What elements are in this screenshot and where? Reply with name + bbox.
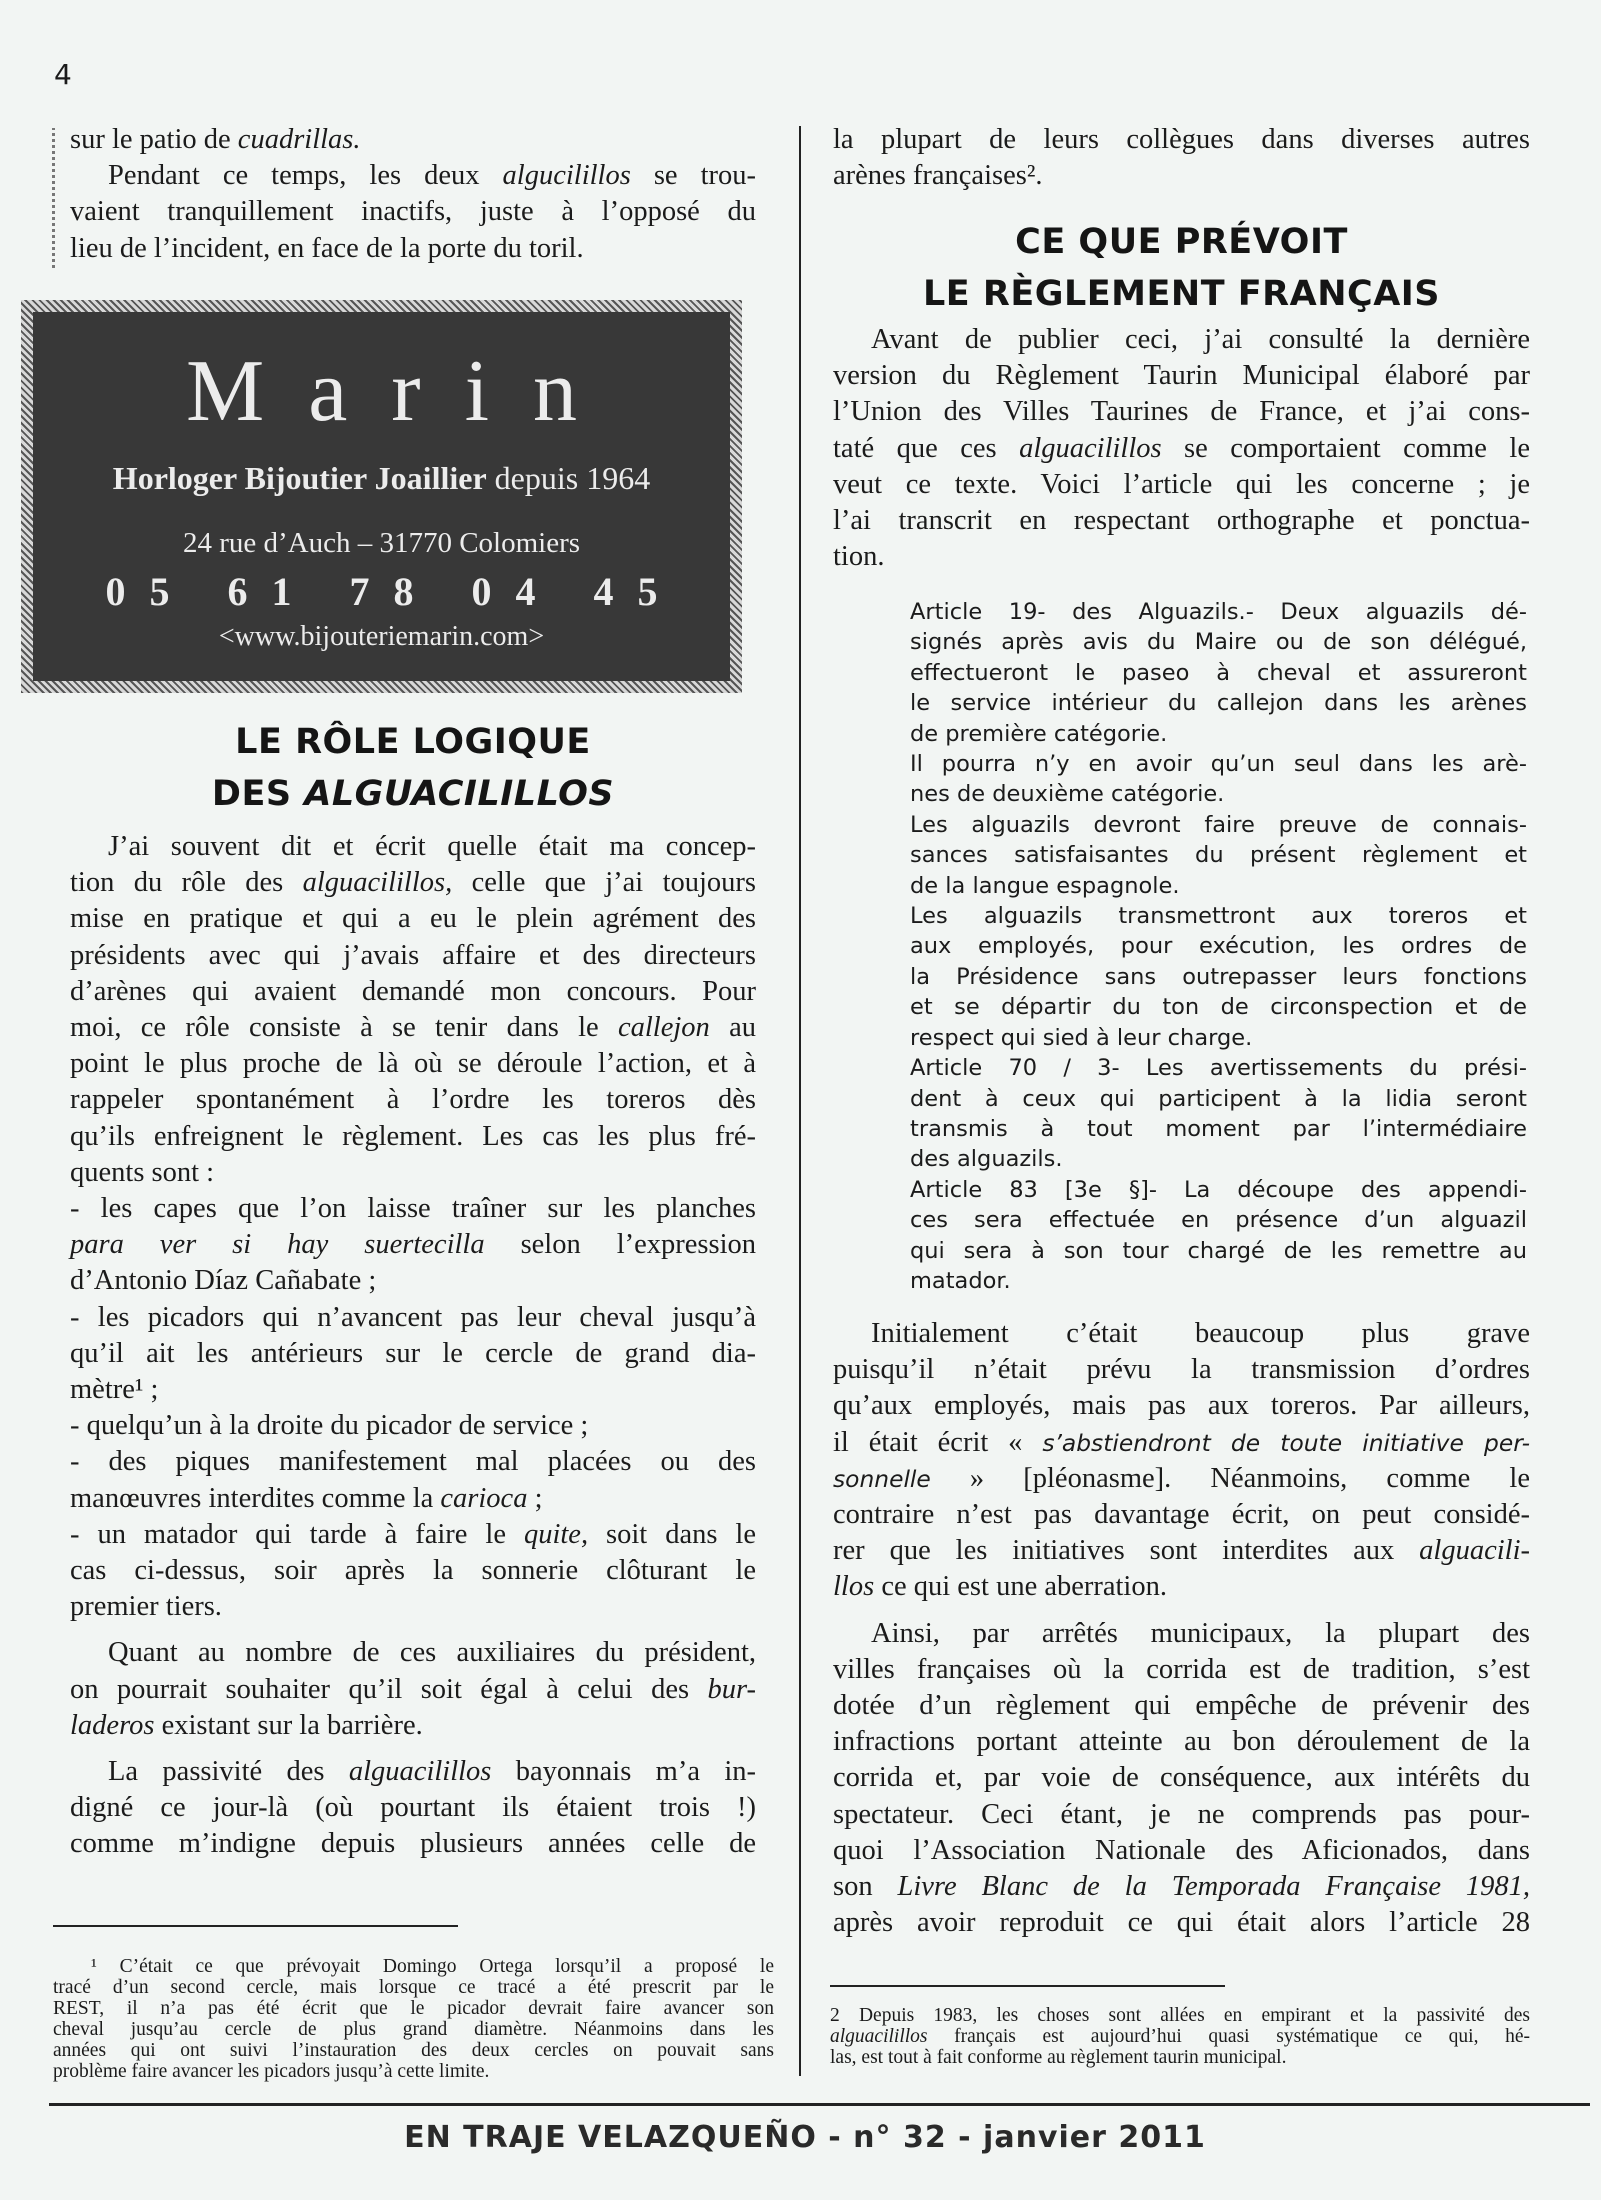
text-run: qu’ils enfreignent le règlement. Les cas les plus fré-: [70, 1120, 756, 1152]
text-line: [833, 431, 1530, 467]
text-run: Article 83 [3e §]- La découpe des appendi-: [910, 1176, 1527, 1203]
text-line: [70, 938, 756, 974]
text-run: Pendant ce temps, les deux: [108, 160, 503, 192]
footer-rule: [49, 2103, 1590, 2106]
text-line: [833, 122, 1530, 158]
text-run: puisqu’il n’était prévu la transmission d’ordres: [833, 1354, 1530, 1386]
text-line: [910, 627, 1527, 657]
text-line: [70, 1754, 756, 1790]
paragraph: [70, 829, 756, 1191]
ad-tagline: [33, 460, 730, 497]
italic-run: llos: [833, 1571, 875, 1603]
paragraph: [70, 1300, 756, 1409]
text-line: [833, 1352, 1530, 1388]
text-run: premier tiers.: [70, 1591, 222, 1623]
text-run: selon l’expression: [484, 1229, 756, 1261]
text-line: [910, 810, 1527, 840]
margin-mark: [52, 128, 55, 268]
paragraph: [70, 158, 756, 267]
text-run: se comportaient comme le: [1161, 432, 1530, 464]
text-line: [70, 1708, 756, 1744]
paragraph: [910, 749, 1527, 810]
text-run: ce qui est une aberration.: [874, 1571, 1167, 1603]
ad-panel: [33, 312, 730, 681]
paragraph: [70, 122, 756, 158]
text-run: on pourrait souhaiter qu’il soit égal à celui des: [70, 1673, 708, 1705]
text-run: quoi l’Association Nationale des Aficionados, dans: [833, 1834, 1530, 1866]
text-line: [70, 1517, 756, 1553]
text-run: lieu de l’incident, en face de la porte du toril.: [70, 232, 584, 264]
text-run: point le plus proche de là où se déroule l’action, et à: [70, 1048, 756, 1080]
text-run: rappeler spontanément à l’ordre les toreros dès: [70, 1084, 756, 1116]
text-line: [910, 1175, 1527, 1205]
text-line: [70, 901, 756, 937]
text-line: [70, 1263, 756, 1299]
text-run: qui sera à son tour chargé de les remettre au: [910, 1237, 1527, 1264]
text-line: [910, 871, 1527, 901]
text-line: [70, 1227, 756, 1263]
italic-run: alguacilillos,: [302, 867, 453, 899]
ad-phone: 05 61 78 04 45: [105, 569, 682, 614]
text-line: [833, 1616, 1530, 1652]
text-line: [70, 231, 756, 267]
paragraph: [833, 1316, 1530, 1606]
text-run: soit dans le: [588, 1518, 756, 1550]
text-line: [70, 1826, 756, 1862]
italic-run: Livre Blanc de la Temporada Française 1981,: [897, 1871, 1531, 1903]
text-run: l’Union des Villes Taurines de France, et j’ai cons-: [833, 396, 1530, 428]
text-line: [833, 1461, 1530, 1497]
paragraph: [910, 597, 1527, 749]
text-line: [70, 1336, 756, 1372]
text-line: [910, 992, 1527, 1022]
text-run: tion.: [833, 541, 885, 573]
text-line: [910, 1266, 1527, 1296]
text-line: [833, 503, 1530, 539]
text-run: infractions portant atteinte au bon déroulement de la: [833, 1726, 1530, 1758]
paragraph: [910, 810, 1527, 901]
text-run: de première catégorie.: [910, 720, 1168, 747]
ad-website: <www.bijouteriemarin.com>: [218, 621, 545, 652]
paragraph: [70, 1408, 756, 1444]
text-run: vaient tranquillement inactifs, juste à l’opposé du: [70, 196, 756, 228]
text-line: [70, 1635, 756, 1671]
text-run: cas ci-dessus, soir après la sonnerie clôturant le: [70, 1555, 756, 1587]
text-line: [70, 865, 756, 901]
text-line: [53, 2061, 774, 2082]
text-run: mètre¹ ;: [70, 1374, 159, 1406]
text-run: manœuvres interdites comme la: [70, 1482, 441, 1514]
text-line: [70, 1553, 756, 1589]
text-line: [53, 2040, 774, 2061]
text-line: [833, 1652, 1530, 1688]
text-run: Avant de publier ceci, j’ai consulté la dernière: [871, 324, 1530, 355]
text-run: celle que j’ai toujours: [452, 867, 756, 899]
text-line: [833, 1724, 1530, 1760]
text-line: [910, 1053, 1527, 1083]
text-run: contraire n’est pas davantage écrit, on peut considé-: [833, 1499, 1530, 1531]
text-line: [830, 2026, 1530, 2047]
text-run: au: [709, 1012, 756, 1044]
text-run: digné ce jour-là (où pourtant ils étaient trois !): [70, 1792, 756, 1824]
text-line: [833, 1425, 1530, 1461]
text-line: [833, 1569, 1530, 1605]
regulation-quote: [910, 597, 1527, 1296]
italic-run: algucilillos: [502, 160, 631, 192]
paragraph: [70, 1191, 756, 1300]
text-line: [833, 322, 1530, 358]
text-run: la Présidence sans outrepasser leurs fonctions: [910, 963, 1527, 990]
text-line: [833, 394, 1530, 430]
text-run: La passivité des: [108, 1756, 349, 1788]
text-line: [70, 122, 756, 158]
text-run: français est aujourd’hui quasi systématique ce qui, hé-: [927, 2026, 1530, 2047]
text-run: l’ai transcrit en respectant orthographe et ponctua-: [833, 505, 1530, 537]
text-run: Quant au nombre de ces auxiliaires du président,: [108, 1637, 756, 1669]
text-run: existant sur la barrière.: [154, 1709, 423, 1741]
section-heading-role: [70, 716, 756, 820]
text-line: [70, 1589, 756, 1625]
text-run: ;: [527, 1482, 543, 1514]
ad-brand-name: Marin: [185, 343, 622, 440]
text-line: [833, 1797, 1530, 1833]
text-line: [910, 1236, 1527, 1266]
paragraph: [830, 2005, 1530, 2068]
text-line: [830, 2005, 1530, 2026]
text-run: moi, ce rôle consiste à se tenir dans le: [70, 1012, 618, 1044]
text-run: » [pléonasme]. Néanmoins, comme le: [930, 1462, 1530, 1494]
text-line: [910, 1114, 1527, 1144]
text-line: [70, 1444, 756, 1480]
text-line: [833, 358, 1530, 394]
text-line: [833, 158, 1530, 194]
text-run: arènes françaises².: [833, 160, 1043, 192]
text-line: [70, 1672, 756, 1708]
text-line: [833, 1316, 1530, 1352]
text-line: [910, 1084, 1527, 1114]
text-run: ¹ C’était ce que prévoyait Domingo Ortega lorsqu’il a proposé le: [91, 1956, 774, 1977]
text-run: version du Règlement Taurin Municipal élaboré par: [833, 360, 1530, 392]
text-line: [833, 1688, 1530, 1724]
text-line: [830, 2047, 1530, 2068]
text-line: [70, 1155, 756, 1191]
text-line: [833, 1905, 1530, 1941]
italic-run: alguacilillos: [830, 2026, 928, 2047]
text-line: [70, 1300, 756, 1336]
text-line: [910, 688, 1527, 718]
right-body-text: [833, 1316, 1530, 1941]
italic-run: bur-: [707, 1673, 756, 1705]
text-line: [910, 597, 1527, 627]
text-run: signés après avis du Maire ou de son délégué,: [910, 629, 1527, 656]
text-line: [833, 1497, 1530, 1533]
text-run: respect qui sied à leur charge.: [910, 1024, 1253, 1051]
italic-run: carioca: [440, 1482, 528, 1514]
right-intro-text: [833, 322, 1530, 575]
text-line: [833, 539, 1530, 575]
left-top-text: [70, 122, 756, 267]
ad-since: depuis 1964: [494, 460, 651, 496]
text-run: le service intérieur du callejon dans les arènes: [910, 690, 1527, 717]
right-top-text: [833, 122, 1530, 194]
text-line: [70, 1010, 756, 1046]
text-line: [833, 1760, 1530, 1796]
text-run: 2 Depuis 1983, les choses sont allées en empirant et la passivité des: [830, 2005, 1530, 2026]
text-run: veut ce texte. Voici l’article qui les concerne ; je: [833, 468, 1530, 500]
text-run: bayonnais m’a in-: [491, 1756, 756, 1788]
page-number: 4: [54, 58, 72, 91]
text-run: présidents avec qui j’avais affaire et des directeurs: [70, 939, 756, 971]
text-line: [910, 1144, 1527, 1174]
text-run: se trou-: [630, 160, 756, 192]
text-run: problème faire avancer les picadors jusqu’à cette limite.: [53, 2061, 490, 2082]
footer-publication: EN TRAJE VELAZQUEÑO - n° 32 - janvier 2011: [404, 2120, 1206, 2155]
paragraph: [833, 122, 1530, 194]
text-run: dent à ceux qui participent à la lidia seront: [910, 1085, 1527, 1112]
text-line: [53, 2019, 774, 2040]
text-run: et se départir du ton de circonspection et de: [910, 994, 1527, 1021]
italic-run: alguacilillos: [348, 1756, 492, 1788]
text-run: après avoir reproduit ce qui était alors l’article 28: [833, 1907, 1530, 1939]
advertisement-marin: [21, 300, 742, 693]
text-line: [910, 931, 1527, 961]
italic-run: alguacili-: [1419, 1535, 1530, 1567]
italic-run: para ver si hay suertecilla: [70, 1229, 485, 1261]
text-line: [70, 829, 756, 865]
left-body-text: [70, 829, 756, 1863]
text-line: [70, 1119, 756, 1155]
text-line: [70, 1191, 756, 1227]
text-run: qu’aux employés, mais pas aux toreros. Par ailleurs,: [833, 1390, 1530, 1422]
paragraph: [70, 1444, 756, 1516]
italic-run: alguacilillos: [1019, 432, 1162, 464]
paragraph: [910, 901, 1527, 1053]
text-run: d’Antonio Díaz Cañabate ;: [70, 1265, 377, 1297]
text-run: quents sont :: [70, 1156, 215, 1188]
footnote-1: [53, 1956, 774, 2082]
text-line: [70, 1481, 756, 1517]
text-line: [70, 158, 756, 194]
paragraph: [910, 1053, 1527, 1175]
text-line: [70, 1046, 756, 1082]
heading-italic: ALGUACILILLOS: [304, 774, 615, 814]
text-run: de la langue espagnole.: [910, 872, 1180, 899]
text-line: [910, 1205, 1527, 1235]
paragraph: [70, 1635, 756, 1744]
text-line: [53, 1977, 774, 1998]
text-line: [70, 1408, 756, 1444]
text-line: [70, 1082, 756, 1118]
text-run: - quelqu’un à la droite du picador de service ;: [70, 1410, 589, 1442]
text-line: [70, 974, 756, 1010]
text-run: sances satisfaisantes du présent règlement et: [910, 842, 1527, 869]
text-line: [53, 1998, 774, 2019]
footnote-rule-left: [53, 1925, 458, 1927]
ad-address: 24 rue d’Auch – 31770 Colomiers: [182, 527, 581, 559]
text-run: Article 19- des Alguazils.- Deux alguazils dé-: [910, 599, 1527, 625]
text-line: [910, 1023, 1527, 1053]
paragraph: [833, 322, 1530, 575]
paragraph: [70, 1754, 756, 1863]
text-run: il était écrit «: [833, 1426, 1043, 1458]
text-line: [910, 962, 1527, 992]
paragraph: [53, 1956, 774, 2082]
text-run: Ainsi, par arrêtés municipaux, la plupart des: [871, 1617, 1530, 1649]
text-line: [910, 658, 1527, 688]
text-run: taté que ces: [833, 432, 1020, 464]
text-run: - un matador qui tarde à faire le: [70, 1518, 524, 1550]
text-run: Initialement c’était beaucoup plus grave: [871, 1318, 1530, 1349]
text-run: REST, il n’a pas été écrit que le picador devrait faire avancer son: [53, 1998, 774, 2019]
ad-trade: Horloger Bijoutier Joaillier: [112, 460, 487, 496]
paragraph: [910, 1175, 1527, 1297]
text-run: tion du rôle des: [70, 867, 303, 899]
text-run: comme m’indigne depuis plusieurs années celle de: [70, 1828, 756, 1860]
text-run: - des piques manifestement mal placées ou des: [70, 1446, 756, 1478]
heading-line-1: LE RÔLE LOGIQUE: [235, 722, 591, 762]
heading-line-2: LE RÈGLEMENT FRANÇAIS: [922, 274, 1441, 314]
italic-run: cuadrillas.: [237, 124, 361, 155]
text-run: - les picadors qui n’avancent pas leur cheval jusqu’à: [70, 1301, 756, 1333]
text-line: [53, 1956, 774, 1977]
text-line: [910, 779, 1527, 809]
paragraph: [833, 1616, 1530, 1942]
text-run: années qui ont suivi l’instauration des deux cercles on pouvait sans: [53, 2040, 774, 2061]
text-run: mise en pratique et qui a eu le plein agrément des: [70, 903, 756, 935]
text-run: tracé d’un second cercle, mais lorsque ce tracé a été prescrit par le: [53, 1977, 774, 1998]
text-run: aux employés, pour exécution, les ordres de: [910, 933, 1527, 960]
text-run: villes françaises où la corrida est de tradition, s’est: [833, 1653, 1530, 1685]
text-run: Les alguazils devront faire preuve de connais-: [910, 811, 1527, 838]
text-run: ces sera effectuée en présence d’un alguazil: [910, 1207, 1527, 1234]
heading-prefix: DES: [211, 774, 305, 814]
paragraph: [70, 1517, 756, 1626]
text-run: las, est tout à fait conforme au règlement taurin municipal.: [830, 2047, 1287, 2068]
text-line: [70, 1790, 756, 1826]
text-line: [70, 1372, 756, 1408]
italic-run: s’abstiendront de toute initiative per-: [1042, 1428, 1530, 1457]
text-run: J’ai souvent dit et écrit quelle était ma concep-: [108, 831, 756, 862]
text-run: dotée d’un règlement qui empêche de prévenir des: [833, 1690, 1530, 1722]
footnote-rule-right: [830, 1985, 1225, 1987]
text-run: Il pourra n’y en avoir qu’un seul dans les arè-: [910, 751, 1527, 778]
text-line: [833, 1533, 1530, 1569]
text-run: effectueront le paseo à cheval et assureront: [910, 659, 1527, 686]
text-run: transmis à tout moment par l’intermédiaire: [910, 1115, 1527, 1142]
heading-line-2: [70, 768, 756, 820]
italic-run: sonnelle: [833, 1464, 931, 1493]
text-run: son: [833, 1871, 898, 1903]
text-line: [910, 840, 1527, 870]
section-heading-reglement: [833, 216, 1530, 320]
text-line: [833, 1833, 1530, 1869]
text-run: Les alguazils transmettront aux toreros et: [910, 903, 1527, 930]
italic-run: laderos: [70, 1709, 155, 1741]
text-run: spectateur. Ceci étant, je ne comprends pas pour-: [833, 1798, 1530, 1830]
text-line: [833, 1388, 1530, 1424]
italic-run: callejon: [617, 1012, 710, 1044]
text-run: rer que les initiatives sont interdites aux: [833, 1535, 1420, 1567]
text-line: [910, 901, 1527, 931]
text-run: qu’il ait les antérieurs sur le cercle de grand dia-: [70, 1337, 756, 1369]
heading-line-1: CE QUE PRÉVOIT: [1015, 222, 1348, 262]
footnote-2: [830, 2005, 1530, 2068]
text-run: matador.: [910, 1267, 1011, 1294]
text-line: [70, 194, 756, 230]
text-run: - les capes que l’on laisse traîner sur les planches: [70, 1193, 756, 1225]
text-run: cheval jusqu’au cercle de plus grand diamètre. Néanmoins dans les: [53, 2019, 774, 2040]
text-run: Article 70 / 3- Les avertissements du prési-: [910, 1055, 1527, 1082]
text-run: nes de deuxième catégorie.: [910, 781, 1225, 808]
text-line: [833, 467, 1530, 503]
text-line: [910, 749, 1527, 779]
text-run: sur le patio de: [70, 124, 238, 155]
text-line: [910, 719, 1527, 749]
text-run: des alguazils.: [910, 1146, 1063, 1173]
text-run: d’arènes qui avaient demandé mon concours. Pour: [70, 975, 756, 1007]
italic-run: quite,: [523, 1518, 589, 1550]
text-line: [833, 1869, 1530, 1905]
column-divider: [799, 126, 801, 2076]
text-run: corrida et, par voie de conséquence, aux intérêts du: [833, 1762, 1530, 1794]
text-run: la plupart de leurs collègues dans diverses autres: [833, 124, 1530, 155]
